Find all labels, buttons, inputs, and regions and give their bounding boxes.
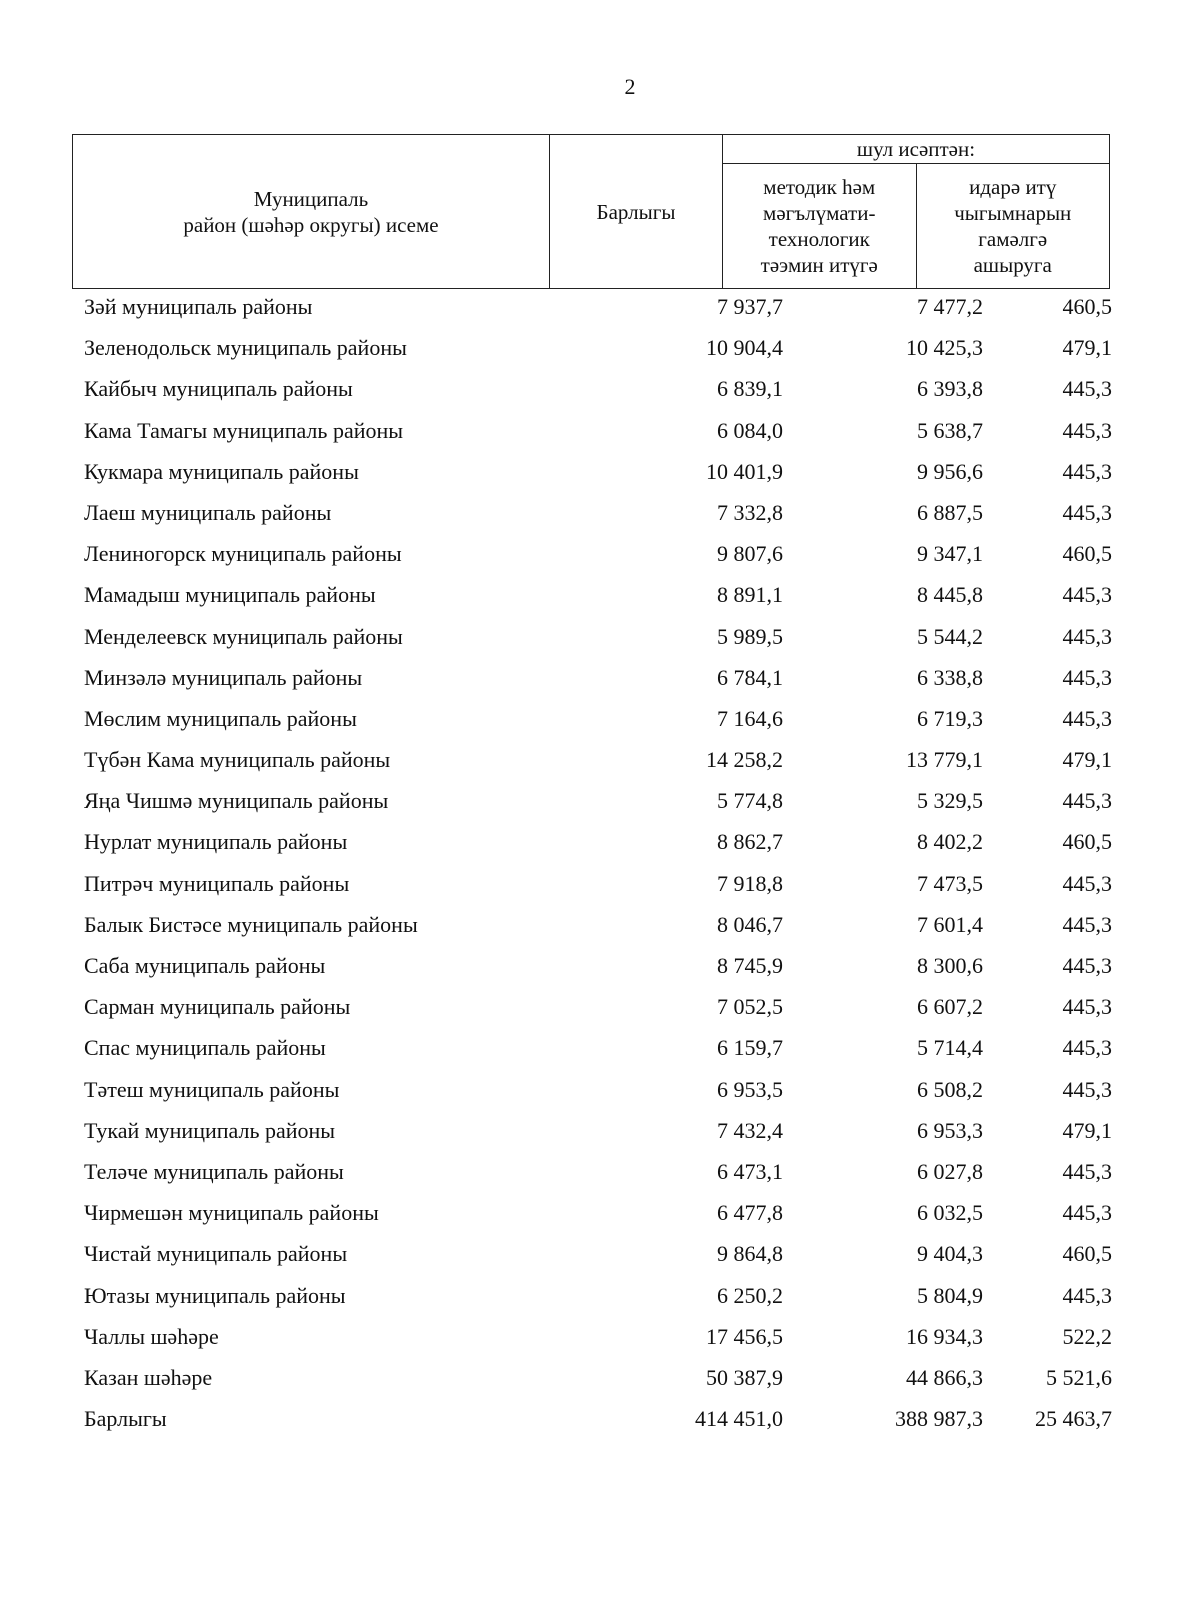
row-total: 8 862,7 [717,829,783,855]
row-name: Спас муниципаль районы [84,1035,326,1061]
table-row [72,293,1112,334]
row-admin: 445,3 [1062,911,1112,937]
row-method: 8 300,6 [917,953,983,978]
table-row [72,581,1112,622]
header-method-lines [723,174,916,278]
row-method: 388 987,3 [895,1406,983,1432]
row-admin: 445,3 [1062,870,1112,896]
row-name: Түбән Кама муниципаль районы [84,747,391,773]
table-row [72,993,1112,1034]
row-total: 17 456,5 [706,1323,783,1349]
row-admin: 445,3 [1062,994,1112,1020]
row-name: Менделеевск муниципаль районы [84,623,403,649]
header-admin-column [916,164,1110,289]
header-admin-line-3: гамәлгә [978,227,1048,251]
row-admin: 479,1 [1062,335,1112,361]
table-row [72,1034,1112,1075]
row-name: Теләче муниципаль районы [84,1158,344,1184]
row-total: 10 904,4 [706,335,783,361]
row-admin: 445,3 [1062,499,1112,525]
row-name: Зәй муниципаль районы [84,294,313,319]
row-total: 7 332,8 [717,499,783,525]
row-method: 5 329,5 [917,788,983,814]
row-name: Минзәлә муниципаль районы [84,664,363,690]
row-admin: 445,3 [1062,1158,1112,1184]
row-admin: 445,3 [1062,582,1112,608]
header-method-line-4: тәэмин итүгә [760,253,878,277]
row-name: Барлыгы [84,1406,167,1432]
header-admin-line-2: чыгымнарын [954,201,1072,225]
table-row [72,911,1112,952]
row-method: 6 719,3 [917,705,983,731]
row-name: Тукай муниципаль районы [84,1117,336,1143]
row-total: 9 864,8 [717,1241,783,1267]
row-name: Мамадыш муниципаль районы [84,582,376,608]
table-row [72,705,1112,746]
table-row [72,540,1112,581]
row-admin: 460,5 [1062,541,1112,567]
row-name: Лаеш муниципаль районы [84,499,332,525]
row-admin: 460,5 [1062,829,1112,855]
row-admin: 5 521,6 [1046,1364,1112,1390]
table-row [72,746,1112,787]
table-body [72,293,1112,1446]
table-row [72,623,1112,664]
table-header [72,134,1110,289]
table-row [72,828,1112,869]
row-name: Питрәч муниципаль районы [84,870,350,896]
row-method: 5 714,4 [917,1035,983,1061]
row-method: 6 953,3 [917,1117,983,1143]
header-total-column: Барлыгы [550,135,723,289]
table-row [72,375,1112,416]
row-method: 13 779,1 [906,747,983,773]
row-total: 5 774,8 [717,788,783,814]
row-admin: 479,1 [1062,747,1112,773]
row-total: 6 473,1 [717,1158,783,1184]
row-method: 5 804,9 [917,1282,983,1308]
total-row [72,1405,1112,1446]
row-method: 8 402,2 [917,829,983,855]
header-method-line-2: мәгълүмати- [763,201,876,225]
row-admin: 25 463,7 [1035,1406,1112,1432]
row-method: 8 445,8 [917,582,983,608]
row-name: Казан шәһәре [84,1364,213,1390]
row-admin: 445,3 [1062,417,1112,443]
header-method-column [723,164,917,289]
row-name: Кукмара муниципаль районы [84,458,359,484]
row-name: Чаллы шәһәре [84,1323,219,1349]
row-name: Нурлат муниципаль районы [84,829,348,855]
row-admin: 445,3 [1062,458,1112,484]
row-method: 6 508,2 [917,1076,983,1102]
header-name-line-2: район (шәһәр округы) исеме [183,212,439,237]
row-admin: 445,3 [1062,1035,1112,1061]
row-name: Лениногорск муниципаль районы [84,541,402,567]
row-total: 7 052,5 [717,994,783,1020]
row-method: 9 347,1 [917,541,983,567]
row-admin: 445,3 [1062,1200,1112,1226]
row-total: 10 401,9 [706,458,783,484]
table-row [72,664,1112,705]
row-admin: 479,1 [1062,1117,1112,1143]
row-total: 6 477,8 [717,1200,783,1226]
row-name: Зеленодольск муниципаль районы [84,335,407,361]
row-total: 7 937,7 [717,294,783,319]
header-admin-lines [917,174,1110,278]
row-total: 6 159,7 [717,1035,783,1061]
table-row [72,1323,1112,1364]
row-method: 9 956,6 [917,458,983,484]
row-method: 7 477,2 [917,294,983,319]
row-admin: 460,5 [1062,1241,1112,1267]
row-method: 9 404,3 [917,1241,983,1267]
row-method: 6 032,5 [917,1200,983,1226]
row-admin: 445,3 [1062,376,1112,402]
row-name: Кама Тамагы муниципаль районы [84,417,404,443]
header-admin-line-1: идарә итү [969,175,1057,199]
row-admin: 445,3 [1062,1076,1112,1102]
table-row [72,1076,1112,1117]
table-row [72,952,1112,993]
row-method: 16 934,3 [906,1323,983,1349]
table-row [72,458,1112,499]
row-admin: 445,3 [1062,1282,1112,1308]
table-row [72,787,1112,828]
row-total: 6 839,1 [717,376,783,402]
page-number: 2 [624,74,636,99]
row-method: 6 027,8 [917,1158,983,1184]
table-row [72,1364,1112,1405]
row-admin: 460,5 [1062,294,1112,319]
row-total: 8 891,1 [717,582,783,608]
row-name: Мөслим муниципаль районы [84,705,357,731]
row-method: 10 425,3 [906,335,983,361]
row-method: 6 393,8 [917,376,983,402]
table-row [72,870,1112,911]
header-method-line-1: методик һәм [763,175,876,199]
row-name: Тәтеш муниципаль районы [84,1076,340,1102]
header-method-line-3: технологик [768,227,870,251]
row-name: Саба муниципаль районы [84,953,326,978]
row-name: Ютазы муниципаль районы [84,1282,346,1308]
row-total: 50 387,9 [706,1364,783,1390]
row-total: 6 953,5 [717,1076,783,1102]
row-admin: 445,3 [1062,953,1112,978]
row-total: 7 918,8 [717,870,783,896]
row-total: 8 745,9 [717,953,783,978]
row-total: 7 164,6 [717,705,783,731]
row-method: 6 887,5 [917,499,983,525]
table-row [72,1199,1112,1240]
row-total: 6 084,0 [717,417,783,443]
row-total: 6 250,2 [717,1282,783,1308]
table-row [72,1117,1112,1158]
row-total: 6 784,1 [717,664,783,690]
row-admin: 522,2 [1062,1323,1112,1349]
header-name-lines [73,186,549,238]
row-method: 6 338,8 [917,664,983,690]
header-admin-line-4: ашыруга [973,253,1052,277]
row-total: 7 432,4 [717,1117,783,1143]
table-row [72,334,1112,375]
row-name: Чистай муниципаль районы [84,1241,348,1267]
row-admin: 445,3 [1062,623,1112,649]
row-method: 44 866,3 [906,1364,983,1390]
row-name: Балык Бистәсе муниципаль районы [84,911,418,937]
row-total: 8 046,7 [717,911,783,937]
row-total: 14 258,2 [706,747,783,773]
table-row [72,1158,1112,1199]
row-name: Сарман муниципаль районы [84,994,351,1020]
table-row [72,1282,1112,1323]
row-method: 5 544,2 [917,623,983,649]
row-total: 9 807,6 [717,541,783,567]
row-name: Кайбыч муниципаль районы [84,376,353,402]
row-total: 414 451,0 [695,1406,783,1432]
row-name: Чирмешән муниципаль районы [84,1200,379,1226]
row-method: 7 601,4 [917,911,983,937]
header-name-line-1: Муниципаль [253,186,369,211]
header-name-column [73,135,550,289]
row-method: 5 638,7 [917,417,983,443]
row-admin: 445,3 [1062,788,1112,814]
row-total: 5 989,5 [717,623,783,649]
table-row [72,417,1112,458]
row-method: 7 473,5 [917,870,983,896]
row-admin: 445,3 [1062,705,1112,731]
row-admin: 445,3 [1062,664,1112,690]
header-group-label: шул исәптән: [723,135,1110,164]
row-name: Яңа Чишмә муниципаль районы [84,788,389,814]
row-method: 6 607,2 [917,994,983,1020]
table-row [72,499,1112,540]
table-row [72,1240,1112,1281]
